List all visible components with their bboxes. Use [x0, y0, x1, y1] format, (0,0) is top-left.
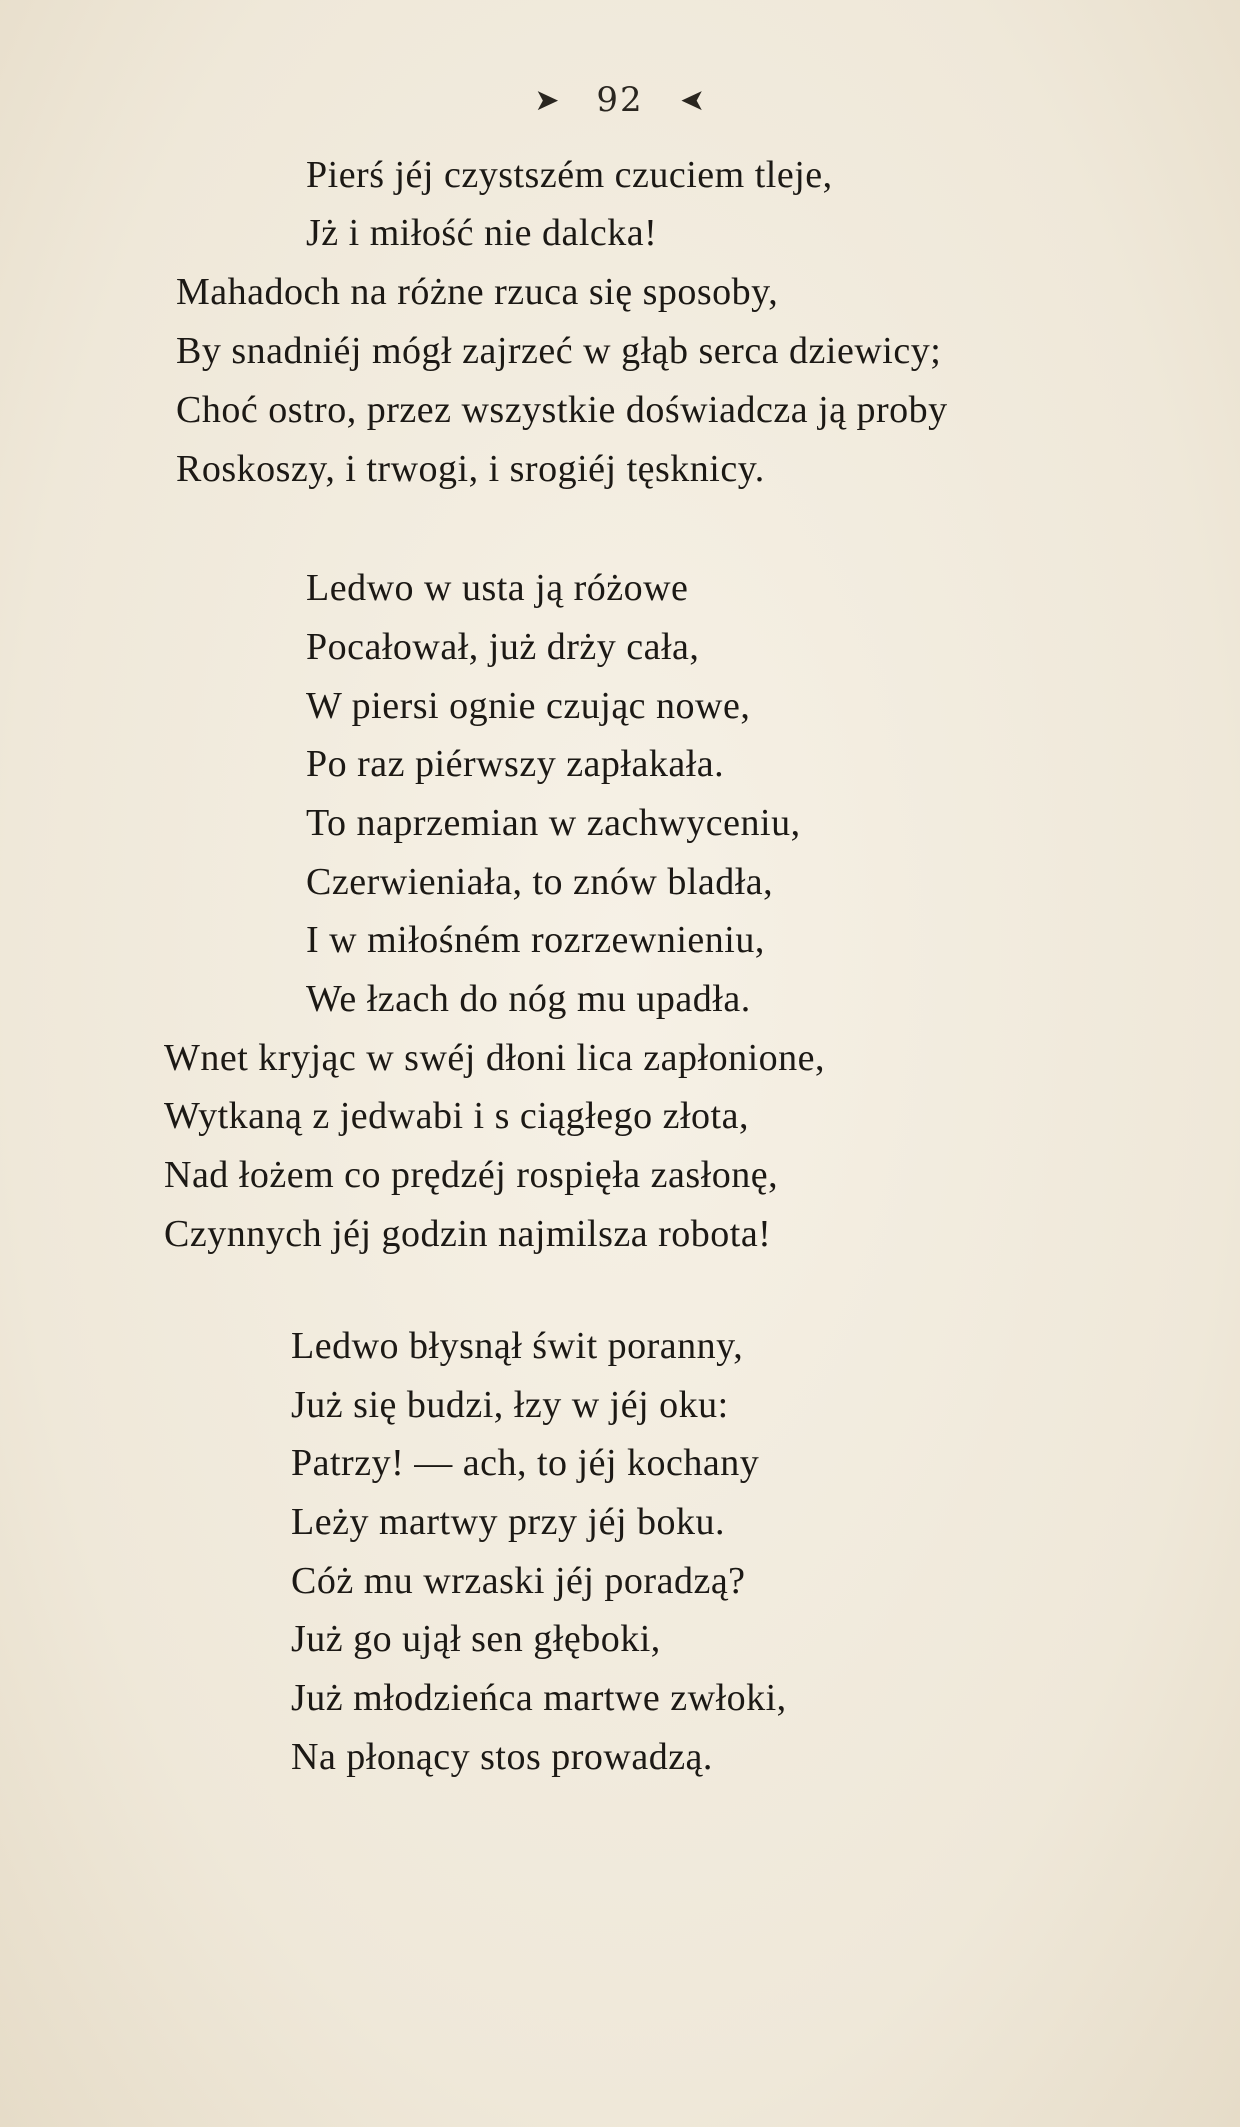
poem-line: Wytkaną z jedwabi i s ciągłego złota, [164, 1095, 749, 1137]
poem-line: Nad łożem co prędzéj rospięła zasłonę, [164, 1154, 779, 1196]
poem-line: Już go ujął sen głęboki, [291, 1618, 661, 1660]
poem-line: Wnet kryjąc w swéj dłoni lica zapłonione, [164, 1037, 826, 1079]
poem-line: Pocałował, już drży cała, [306, 626, 700, 668]
poem-line: Mahadoch na różne rzuca się sposoby, [176, 271, 779, 313]
page-number: 92 [596, 80, 644, 120]
poem-line: Na płonący stos prowadzą. [291, 1736, 713, 1778]
page-header [0, 78, 1240, 120]
poem-line: To naprzemian w zachwyceniu, [306, 802, 801, 844]
poem-line: Ledwo w usta ją różowe [306, 567, 689, 609]
left-ornament-icon: ➤ [534, 82, 562, 118]
poem-line: Leży martwy przy jéj boku. [291, 1501, 726, 1543]
poem-line: Ledwo błysnął świt poranny, [291, 1325, 744, 1367]
poem-line: By snadniéj mógł zajrzeć w głąb serca dziewicy; [176, 330, 942, 372]
poem-line: Czynnych jéj godzin najmilsza robota! [164, 1213, 772, 1255]
poem-line: Pierś jéj czystszém czuciem tleje, [306, 154, 833, 196]
right-ornament-icon: ➤ [678, 82, 706, 118]
poem-line: I w miłośném rozrzewnieniu, [306, 919, 765, 961]
poem-line: Jż i miłość nie dalcka! [306, 212, 658, 254]
poem-line: Choć ostro, przez wszystkie doświadcza ją proby [176, 389, 948, 431]
poem-line: Roskoszy, i trwogi, i srogiéj tęsknicy. [176, 448, 765, 490]
poem-line: Cóż mu wrzaski jéj poradzą? [291, 1560, 746, 1602]
poem-line: Już się budzi, łzy w jéj oku: [291, 1384, 729, 1426]
poem-line: We łzach do nóg mu upadła. [306, 978, 751, 1020]
poem-line: Czerwieniała, to znów bladła, [306, 861, 774, 903]
poem-line: Już młodzieńca martwe zwłoki, [291, 1677, 787, 1719]
poem-line: Po raz piérwszy zapłakała. [306, 743, 725, 785]
poem-line: W piersi ognie czując nowe, [306, 685, 751, 727]
poem-line: Patrzy! — ach, to jéj kochany [291, 1442, 760, 1484]
